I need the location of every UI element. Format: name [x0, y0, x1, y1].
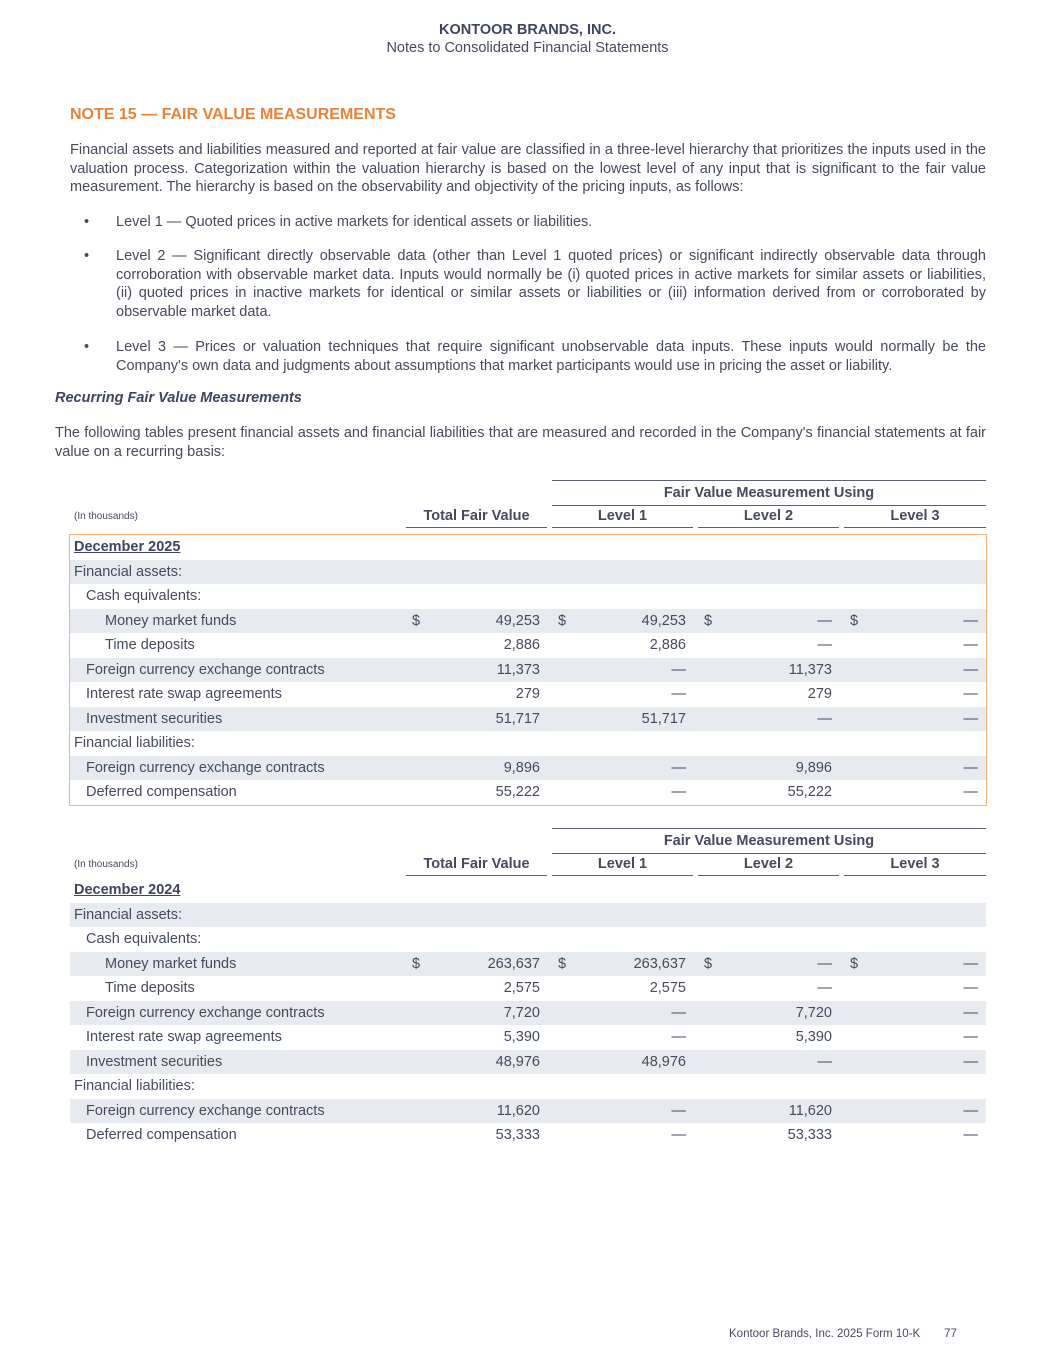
column-header-level1: Level 1 [552, 853, 693, 876]
cell-l1: — [671, 686, 686, 702]
table-row [70, 609, 986, 634]
footer-text: Kontoor Brands, Inc. 2025 Form 10-K [729, 1328, 921, 1340]
table-body [70, 535, 986, 805]
page-subtitle: Notes to Consolidated Financial Statements [386, 40, 669, 56]
currency-symbol: $ [850, 955, 859, 972]
table-row [70, 682, 986, 707]
period-row [70, 535, 986, 560]
units-label: (In thousands) [74, 511, 138, 522]
table-row [70, 952, 986, 977]
table-row [70, 584, 986, 609]
row-label: Time deposits [105, 637, 195, 653]
cell-total: 49,253 [495, 612, 540, 629]
cell-total: 2,886 [503, 637, 540, 653]
cell-total: 11,620 [496, 1102, 540, 1119]
table-row [70, 1050, 986, 1075]
page-header [0, 21, 1055, 58]
column-header-level1: Level 1 [552, 505, 693, 528]
row-label: Financial liabilities: [74, 735, 195, 751]
row-label: Foreign currency exchange contracts [86, 759, 325, 776]
table-row [70, 731, 986, 756]
row-label: Cash equivalents: [86, 588, 202, 604]
column-header-total: Total Fair Value [406, 853, 547, 876]
cell-l1: — [671, 759, 686, 776]
cell-l2: 11,620 [788, 1102, 832, 1119]
cell-total: 263,637 [487, 955, 540, 972]
cell-l3: — [963, 980, 978, 996]
table-row [70, 560, 986, 585]
bullet-icon: • [84, 339, 90, 355]
intro-paragraph: Financial assets and liabilities measured and reported at fair value are classified in a three-level hierarchy that prioritizes the inputs used in the valuation process. Categorization within the valuation hierarchy is based on the lowest level of any input that is significant to the fair value measurement. The hierarchy is based on the observability and objectivity of the pricing inputs, as follows: [70, 142, 986, 195]
cell-l3: — [963, 759, 978, 776]
cell-l1: — [671, 784, 686, 800]
cell-total: 11,373 [496, 661, 540, 678]
cell-l3: — [963, 710, 978, 727]
column-header-level2: Level 2 [698, 505, 839, 528]
cell-l3: — [963, 612, 978, 629]
row-label: Foreign currency exchange contracts [86, 661, 325, 678]
units-label: (In thousands) [74, 859, 138, 870]
row-label: Cash equivalents: [86, 931, 202, 947]
cell-l1: 263,637 [633, 955, 686, 972]
cell-l1: — [671, 661, 686, 678]
currency-symbol: $ [558, 612, 567, 629]
cell-l1: 2,575 [649, 980, 686, 996]
column-header-total: Total Fair Value [406, 505, 547, 528]
bullet-level-3: • Level 3 — Prices or valuation techniques that require significant unobservable data inputs. These inputs would normally be the Company's own data and judgments about assumptions that market participants would use in pricing the asset or liability. [84, 339, 986, 374]
row-label: Financial assets: [74, 906, 182, 923]
row-label: Foreign currency exchange contracts [86, 1004, 325, 1021]
page-number: 77 [944, 1328, 957, 1340]
cell-l3: — [963, 1127, 978, 1143]
cell-l3: — [963, 1029, 978, 1045]
column-header-row [70, 853, 986, 877]
bullet-level-2: • Level 2 — Significant directly observable data (other than Level 1 quoted prices) or significant indirectly observable data through corroboration with observable market data. Inputs would normally be (i) quoted prices in active markets for similar assets or liabilities, (ii) quoted prices in inactive markets for identical or similar assets or liabilities or (iii) information derived from or corroborated by observable market data. [84, 248, 986, 320]
cell-l1: — [671, 1004, 686, 1021]
cell-l1: — [671, 1127, 686, 1143]
cell-total: 9,896 [503, 759, 540, 776]
row-label: Interest rate swap agreements [86, 686, 282, 702]
row-label: Investment securities [86, 710, 223, 727]
cell-l2: 53,333 [787, 1127, 832, 1143]
period-label: December 2025 [74, 539, 181, 555]
row-label: Money market funds [105, 955, 237, 972]
table-row [70, 658, 986, 683]
currency-symbol: $ [412, 955, 421, 972]
cell-l2: 279 [807, 686, 832, 702]
cell-l3: — [963, 1004, 978, 1021]
company-name: KONTOOR BRANDS, INC. [439, 22, 616, 38]
cell-l2: — [817, 1053, 832, 1070]
cell-l2: — [817, 612, 832, 629]
cell-l3: — [963, 955, 978, 972]
table-row [70, 780, 986, 805]
cell-l2: — [817, 710, 832, 727]
row-label: Money market funds [105, 612, 237, 629]
table-row [70, 903, 986, 928]
bullet-icon: • [84, 214, 90, 230]
bullet-icon: • [84, 248, 90, 264]
table-row [70, 707, 986, 732]
column-header-level3: Level 3 [844, 853, 986, 876]
cell-l3: — [963, 686, 978, 702]
cell-l3: — [963, 784, 978, 800]
currency-symbol: $ [704, 612, 713, 629]
cell-total: 51,717 [495, 710, 540, 727]
period-row [70, 878, 986, 903]
currency-symbol: $ [412, 612, 421, 629]
currency-symbol: $ [850, 612, 859, 629]
cell-total: 53,333 [495, 1127, 540, 1143]
cell-l1: — [671, 1029, 686, 1045]
cell-l3: — [963, 661, 978, 678]
section-subheading: Recurring Fair Value Measurements [55, 390, 302, 406]
row-label: Time deposits [105, 980, 195, 996]
table-row [70, 1099, 986, 1124]
cell-l3: — [963, 637, 978, 653]
cell-l2: — [817, 637, 832, 653]
currency-symbol: $ [704, 955, 713, 972]
cell-l2: 5,390 [795, 1029, 832, 1045]
cell-l1: 48,976 [641, 1053, 686, 1070]
column-header-row [70, 505, 986, 529]
bullet-level-1: • Level 1 — Quoted prices in active markets for identical assets or liabilities. [84, 214, 593, 230]
row-label: Deferred compensation [86, 784, 237, 800]
table-row [70, 1123, 986, 1148]
cell-total: 7,720 [503, 1004, 540, 1021]
cell-total: 55,222 [495, 784, 540, 800]
column-header-level3: Level 3 [844, 505, 986, 528]
tables-intro: The following tables present financial assets and financial liabilities that are measured and recorded in the Company's financial statements at fair value on a recurring basis: [55, 425, 986, 460]
column-header-level2: Level 2 [698, 853, 839, 876]
cell-l1: 49,253 [641, 612, 686, 629]
cell-l2: — [817, 955, 832, 972]
table-row [70, 1025, 986, 1050]
table-rows [70, 560, 986, 805]
row-label: Financial assets: [74, 563, 182, 580]
cell-l2: 9,896 [795, 759, 832, 776]
cell-total: 5,390 [503, 1029, 540, 1045]
row-label: Financial liabilities: [74, 1078, 195, 1094]
row-label: Foreign currency exchange contracts [86, 1102, 325, 1119]
table-row [70, 1001, 986, 1026]
row-label: Investment securities [86, 1053, 223, 1070]
table-body [70, 878, 986, 1148]
row-label: Deferred compensation [86, 1127, 237, 1143]
row-label: Interest rate swap agreements [86, 1029, 282, 1045]
table-rows [70, 903, 986, 1148]
table-row [70, 927, 986, 952]
cell-l2: 11,373 [788, 661, 832, 678]
cell-total: 2,575 [503, 980, 540, 996]
table-row [70, 756, 986, 781]
period-label: December 2024 [74, 882, 181, 898]
note-title: NOTE 15 — FAIR VALUE MEASUREMENTS [70, 106, 396, 123]
currency-symbol: $ [558, 955, 567, 972]
column-group-header: Fair Value Measurement Using [552, 828, 986, 854]
cell-l2: — [817, 980, 832, 996]
table-row [70, 976, 986, 1001]
cell-l2: 7,720 [795, 1004, 832, 1021]
table-row [70, 633, 986, 658]
table-row [70, 1074, 986, 1099]
page-footer [729, 1328, 957, 1340]
cell-l2: 55,222 [787, 784, 832, 800]
cell-l3: — [963, 1053, 978, 1070]
cell-total: 48,976 [495, 1053, 540, 1070]
cell-total: 279 [515, 686, 540, 702]
cell-l3: — [963, 1102, 978, 1119]
cell-l1: 2,886 [649, 637, 686, 653]
cell-l1: 51,717 [641, 710, 686, 727]
column-group-header: Fair Value Measurement Using [552, 480, 986, 506]
cell-l1: — [671, 1102, 686, 1119]
